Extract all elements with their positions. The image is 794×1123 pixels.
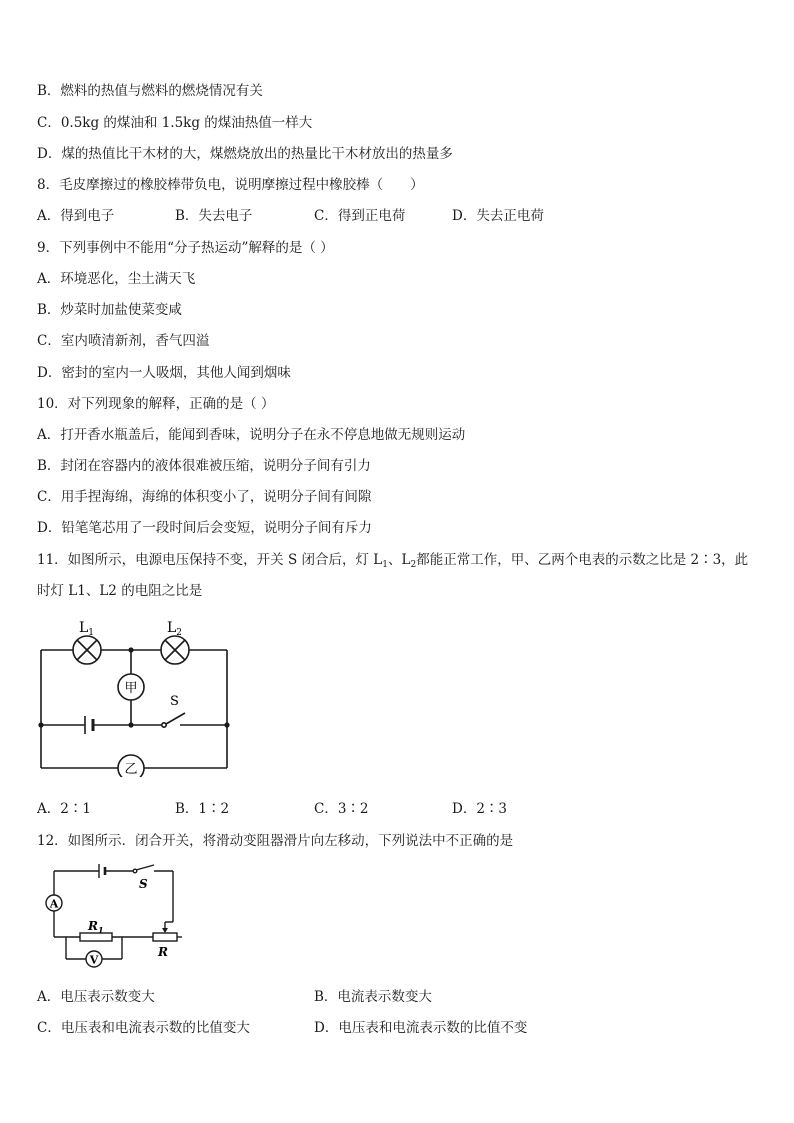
q9-option-c: C．室内喷清新剂，香气四溢	[37, 333, 210, 349]
q7-option-c: C．0.5kg 的煤油和 1.5kg 的煤油热值一样大	[37, 115, 313, 131]
q9-stem: 9．下列事例中不能用“分子热运动”解释的是（ ）	[37, 240, 334, 256]
lamp-l1-icon	[73, 636, 101, 664]
q12-stem: 12．如图所示．闭合开关，将滑动变阻器滑片向左移动，下列说法中不正确的是	[37, 833, 514, 849]
l2-label: $L_2$	[167, 620, 183, 638]
meter-jia-label: 甲	[124, 681, 138, 696]
q11-option-b: B．1∶2	[175, 801, 230, 817]
q9-option-d: D．密封的室内一人吸烟，其他人闻到烟味	[37, 365, 291, 381]
ammeter-label: A	[49, 897, 59, 911]
q10-stem: 10．对下列现象的解释，正确的是（ ）	[37, 396, 275, 412]
switch-s-icon	[133, 865, 154, 873]
q10-option-b: B．封闭在容器内的液体很难被压缩，说明分子间有引力	[37, 458, 371, 474]
q11-option-a: A．2∶1	[37, 801, 91, 817]
q11-option-d: D．2∶3	[452, 801, 508, 817]
r-label: R	[158, 945, 168, 959]
q10-option-c: C．用手捏海绵，海绵的体积变小了，说明分子间有间隙	[37, 489, 372, 505]
q8-option-a: A．得到电子	[37, 208, 115, 224]
q12-option-d: D．电压表和电流表示数的比值不变	[314, 1020, 528, 1036]
q8-stem: 8．毛皮摩擦过的橡胶棒带负电，说明摩擦过程中橡胶棒（ ）	[37, 177, 424, 193]
rheostat-r-icon	[153, 933, 177, 941]
q9-option-b: B．炒菜时加盐使菜变咸	[37, 302, 182, 318]
l1-label: $L_1$	[79, 620, 95, 638]
q8-option-c: C．得到正电荷	[314, 208, 406, 224]
q11-stem-line2: 时灯 L1、L2 的电阻之比是	[37, 583, 203, 599]
switch-s-label: S	[170, 694, 179, 709]
q7-option-b: B．燃料的热值与燃料的燃烧情况有关	[37, 83, 263, 99]
meter-yi-label: 乙	[124, 762, 138, 777]
battery-icon	[85, 716, 93, 734]
q11-option-c: C．3∶2	[314, 801, 369, 817]
switch-s-label: S	[139, 877, 148, 891]
q8-option-d: D．失去正电荷	[452, 208, 544, 224]
q12-option-b: B．电流表示数变大	[314, 989, 432, 1005]
q10-option-a: A．打开香水瓶盖后，能闻到香味，说明分子在永不停息地做无规则运动	[37, 427, 466, 443]
lamp-l2-icon	[161, 636, 189, 664]
q8-option-b: B．失去电子	[175, 208, 253, 224]
voltmeter-label: V	[89, 953, 99, 967]
q12-circuit-diagram	[36, 862, 186, 972]
resistor-r1-icon	[80, 933, 112, 941]
r1-label: $R_1$	[88, 919, 104, 935]
q7-option-d: D．煤的热值比干木材的大，煤燃烧放出的热量比干木材放出的热量多	[37, 146, 453, 162]
q10-option-d: D．铅笔笔芯用了一段时间后会变短，说明分子间有斥力	[37, 520, 372, 536]
q11-stem: 11．如图所示，电源电压保持不变，开关 S 闭合后，灯 $L_1$、$L_2$都能正常工作，甲、乙两个电表的示数之比是 2∶3，此	[37, 552, 749, 570]
q11-circuit-diagram	[30, 612, 240, 777]
q12-option-a: A．电压表示数变大	[37, 989, 155, 1005]
q9-option-a: A．环境恶化，尘土满天飞	[37, 271, 196, 287]
battery-icon	[99, 864, 105, 878]
q12-option-c: C．电压表和电流表示数的比值变大	[37, 1020, 250, 1036]
